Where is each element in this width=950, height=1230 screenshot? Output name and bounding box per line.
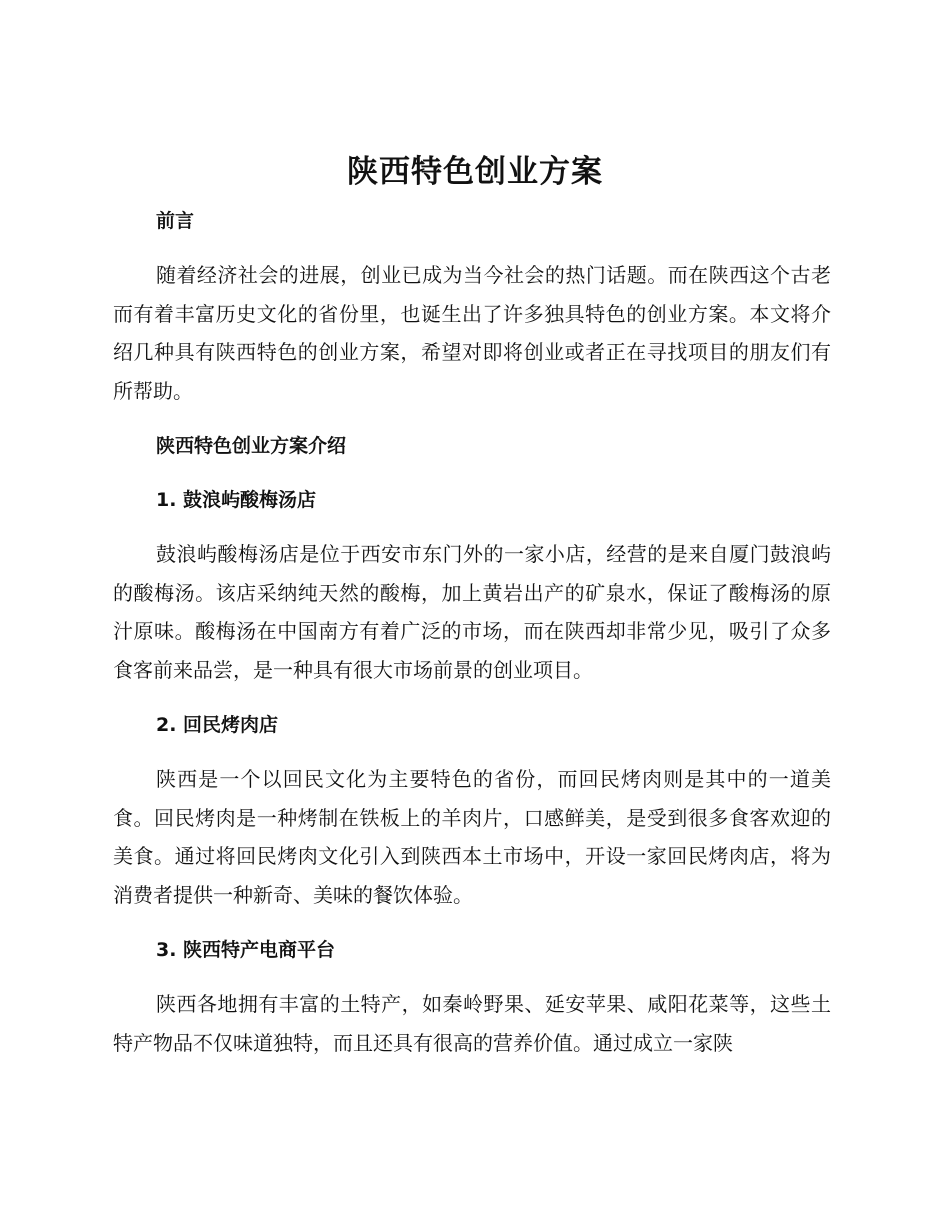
document-body (113, 202, 831, 1062)
section-heading-intro: 陕西特色创业方案介绍 (156, 435, 347, 457)
paragraph-2: 陕西是一个以回民文化为主要特色的省份，而回民烤肉则是其中的一道美食。回民烤肉是一种烤制在铁板上的羊肉片，口感鲜美，是受到很多食客欢迎的美食。通过将回民烤肉文化引入到陕西本土市场中，开设一家回民烤肉店，将为消费者提供一种新奇、美味的餐饮体验。 (113, 767, 831, 907)
subsection-heading-3: 3. 陕西特产电商平台 (156, 939, 336, 961)
subsection-heading-2: 2. 回民烤肉店 (156, 714, 279, 736)
paragraph-1: 鼓浪屿酸梅汤店是位于西安市东门外的一家小店，经营的是来自厦门鼓浪屿的酸梅汤。该店采纳纯天然的酸梅，加上黄岩出产的矿泉水，保证了酸梅汤的原汁原味。酸梅汤在中国南方有着广泛的市场，而在陕西却非常少见，吸引了众多食客前来品尝，是一种具有很大市场前景的创业项目。 (113, 542, 831, 682)
subsection-heading-1: 1. 鼓浪屿酸梅汤店 (156, 489, 317, 511)
document-title: 陕西特色创业方案 (347, 154, 603, 190)
section-heading-preface: 前言 (156, 210, 195, 232)
paragraph-3: 陕西各地拥有丰富的土特产，如秦岭野果、延安苹果、咸阳花菜等，这些土特产物品不仅味道独特，而且还具有很高的营养价值。通过成立一家陕 (113, 992, 831, 1055)
paragraph-preface: 随着经济社会的进展，创业已成为当今社会的热门话题。而在陕西这个古老而有着丰富历史文化的省份里，也诞生出了许多独具特色的创业方案。本文将介绍几种具有陕西特色的创业方案，希望对即将创业或者正在寻找项目的朋友们有所帮助。 (113, 263, 831, 403)
